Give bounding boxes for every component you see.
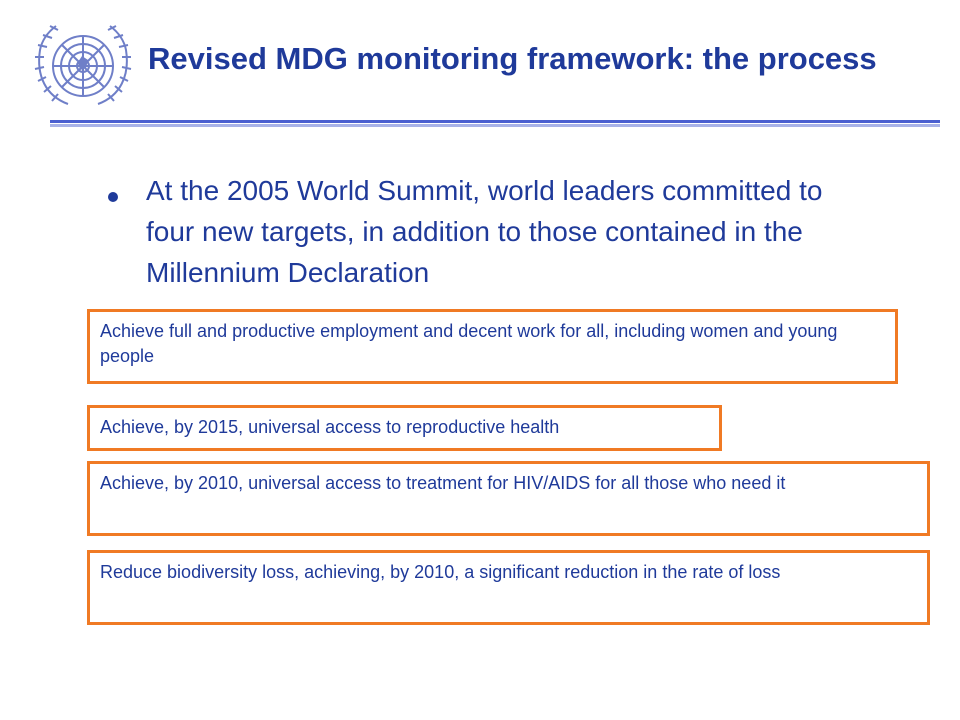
un-emblem-icon [28,16,138,116]
page-title: Revised MDG monitoring framework: the process [148,41,877,76]
target-box-employment: Achieve full and productive employment and decent work for all, including women and young people [87,309,898,384]
target-box-hiv-aids: Achieve, by 2010, universal access to treatment for HIV/AIDS for all those who need it [87,461,930,536]
title-divider [50,120,940,128]
target-box-reproductive-health: Achieve, by 2015, universal access to reproductive health [87,405,722,451]
target-box-biodiversity: Reduce biodiversity loss, achieving, by 2010, a significant reduction in the rate of loss [87,550,930,625]
bullet-dot-icon [108,192,118,202]
bullet-text: At the 2005 World Summit, world leaders committed to four new targets, in addition to those contained in the Millennium Declaration [146,175,823,288]
